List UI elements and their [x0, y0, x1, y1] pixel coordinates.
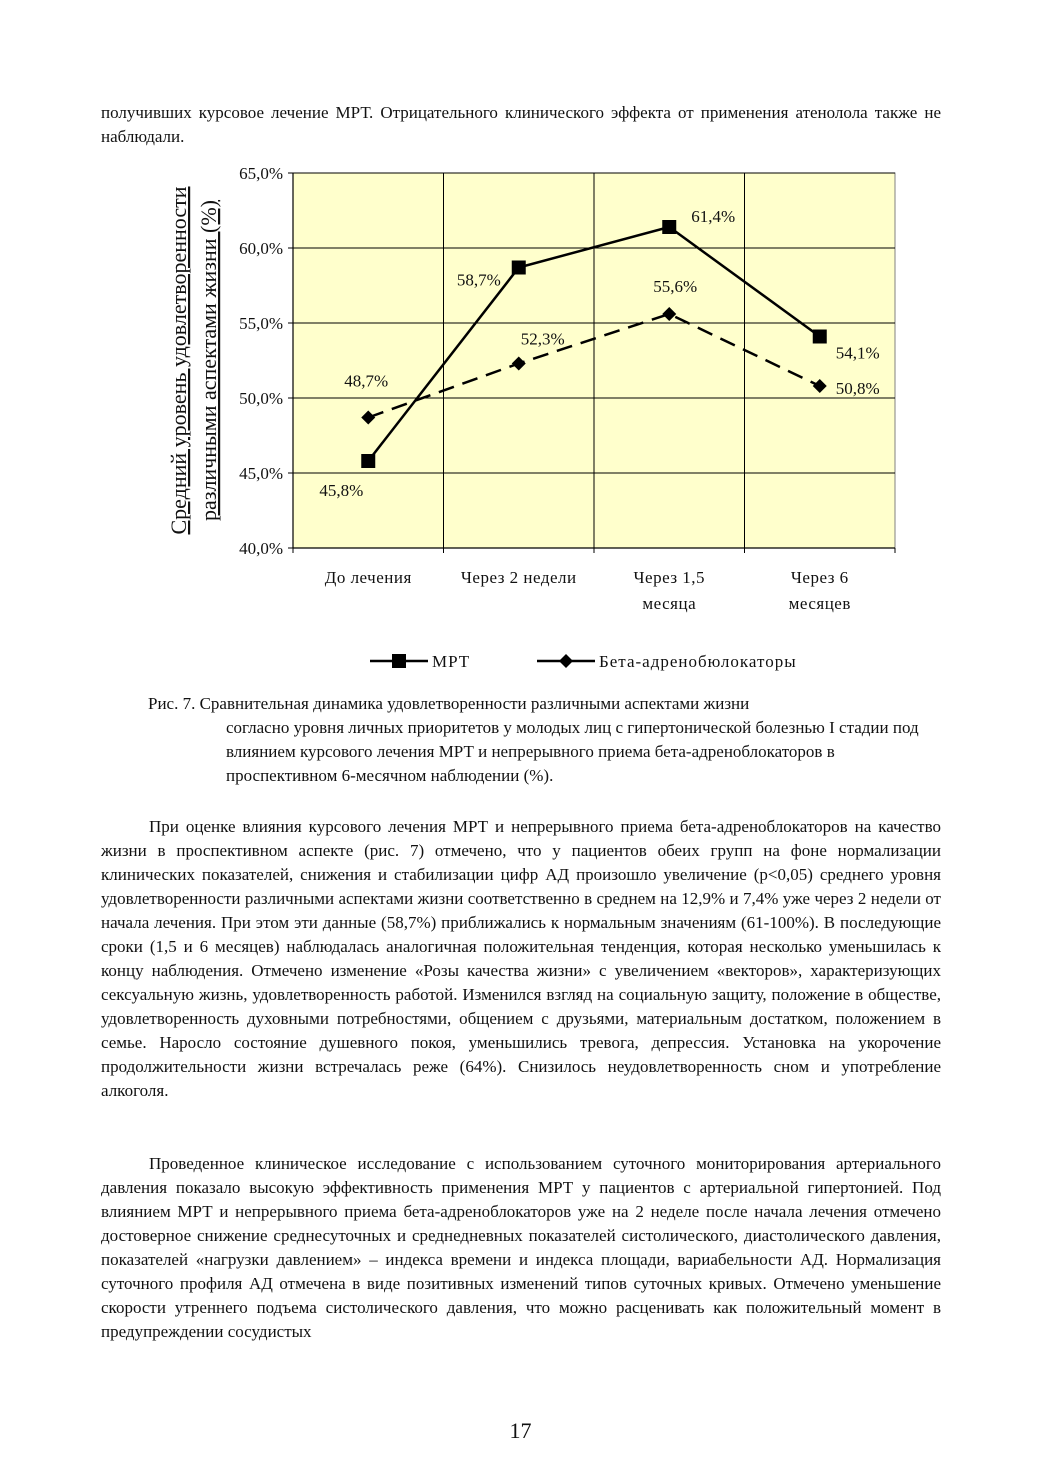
series-1-marker: [662, 220, 676, 234]
y-tick-label: 45,0%: [239, 464, 283, 483]
legend-label: Бета-адренобюлокаторы: [599, 652, 797, 671]
top-paragraph: получивших курсовое лечение МРТ. Отрицательного клинического эффекта от применения атенолола также не наблюдали.: [101, 103, 941, 146]
body-paragraph-1: При оценке влияния курсового лечения МРТ и непрерывного приема бета-адреноблокаторов на качество жизни в проспективном аспекте (рис. 7) отмечено, что у пациентов обеих групп на фоне нормализации клинических показателей, снижения и стабилизации цифр АД произошло увеличение (р<0,05) среднего уровня удовлетворенности различными аспектами жизни соответственно в среднем на 12,9% и 7,4% уже через 2 недели от начала лечения. При этом эти данные (58,7%) приближались к нормальным значениям (61-100%). В последующие сроки (1,5 и 6 месяцев) наблюдалась аналогичная положительная тенденция, которая несколько уменьшилась к концу наблюдения. Отмечено изменение «Розы качества жизни» с увеличением «векторов», характеризующих сексуальную жизнь, удовлетворенность работой. Изменился взгляд на социальную защиту, положение в обществе, удовлетворенность духовными потребностями, общением с друзьями, материальным достатком, положением в семье. Наросло состояние душевного покоя, уменьшились тревога, депрессия. Установка на укорочение продолжительности жизни встречалась реже (64%). Снизилось неудовлетворенность сном и употребление алкоголя.: [101, 817, 941, 1100]
data-label: 50,8%: [835, 379, 880, 398]
chart-svg: [150, 155, 910, 685]
series-1-marker: [813, 330, 827, 344]
legend-marker-diamond: [559, 654, 573, 668]
caption-lead: Рис. 7. Сравнительная динамика удовлетворенности различными аспектами жизни: [148, 694, 750, 713]
x-tick-label: Через 1,5: [633, 568, 706, 587]
legend-label: МРТ: [432, 652, 471, 671]
data-label: 48,7%: [344, 371, 389, 391]
x-tick-label: До лечения: [324, 568, 412, 587]
x-tick-label: Через 2 недели: [460, 568, 577, 587]
x-tick-label: месяцев: [788, 594, 851, 613]
data-label: 54,1%: [835, 343, 880, 363]
y-tick-label: 50,0%: [239, 389, 283, 408]
data-label: 45,8%: [319, 481, 364, 500]
x-tick-label: Через 6: [790, 568, 849, 587]
body-paragraph-2: Проведенное клиническое исследование с использованием суточного мониторирования артериального давления показало высокую эффективность применения МРТ у пациентов с артериальной гипертонией. Под влиянием МРТ и непрерывного приема бета-адреноблокаторов уже на 2 неделе после начала лечения отмечено достоверное снижение среднесуточных и среднедневных показателей систолического, диастолического давления, показателей «нагрузки давлением» – индекса времени и индекса площади, вариабельности АД. Нормализация суточного профиля АД отмечена в виде позитивных изменений типов суточных кривых. Отмечено уменьшение скорости утреннего подъема систолического давления, что можно расценивать как положительный момент в предупреждении сосудистых: [101, 1154, 941, 1341]
data-label: 61,4%: [691, 207, 736, 226]
x-tick-label: месяца: [642, 594, 697, 613]
series-1-marker: [512, 261, 526, 275]
y-axis-title-line2: различными аспектами жизни (%): [196, 199, 221, 522]
y-axis-title-line1: Средний уровень удовлетворенности: [166, 186, 191, 535]
y-tick-label: 40,0%: [239, 539, 283, 558]
page-number: 17: [509, 1418, 532, 1443]
y-tick-label: 65,0%: [239, 164, 283, 183]
y-tick-label: 55,0%: [239, 314, 283, 333]
figure-caption: [148, 692, 948, 788]
legend-marker-square: [392, 654, 406, 668]
series-1-marker: [361, 454, 375, 468]
line-chart: [150, 155, 910, 685]
data-label: 52,3%: [520, 329, 565, 349]
data-label: 55,6%: [653, 277, 698, 296]
caption-rest: согласно уровня личных приоритетов у молодых лиц с гипертонической болезнью I стадии под влиянием курсового лечения МРТ и непрерывного приема бета-адреноблокаторов в проспективном 6-месячном наблюдении (%).: [226, 718, 919, 785]
data-label: 58,7%: [456, 270, 501, 290]
y-tick-label: 60,0%: [239, 239, 283, 258]
